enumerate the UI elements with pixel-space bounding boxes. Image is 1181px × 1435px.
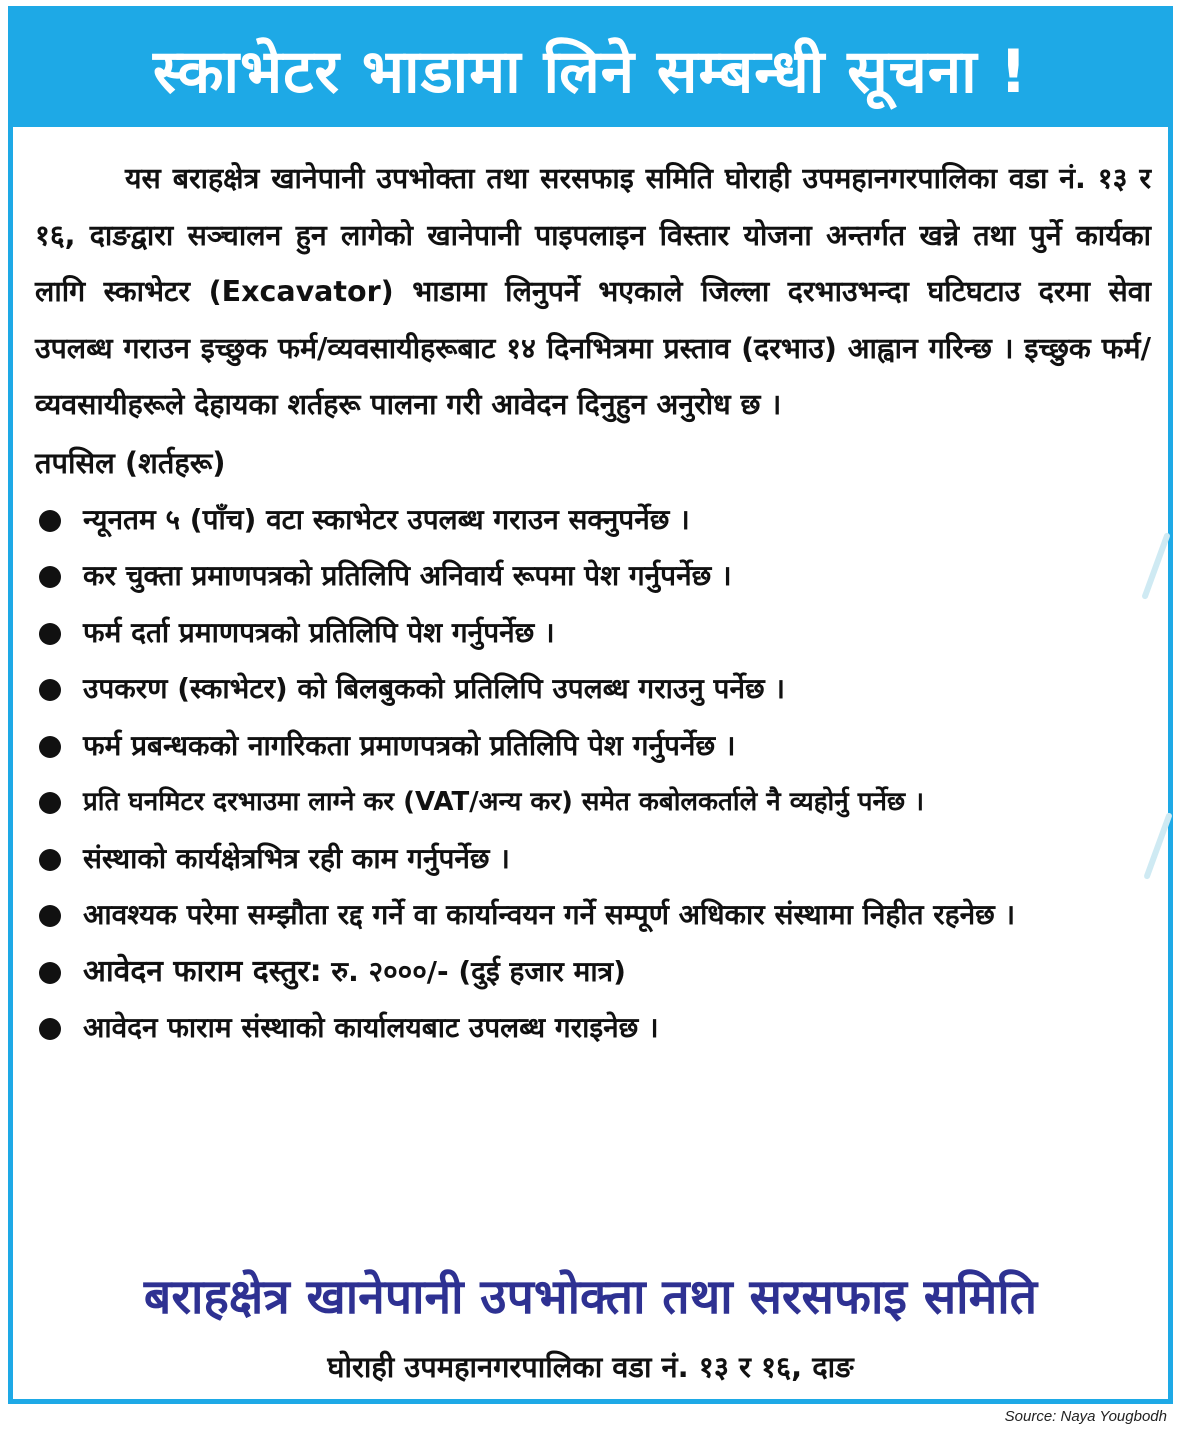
- organization-address: घोराही उपमहानगरपालिका वडा नं. १३ र १६, दाङ: [327, 1350, 854, 1384]
- term-item: [35, 492, 1151, 549]
- bullet-icon: [39, 679, 61, 701]
- fee-value: रु. २०००/- (दुई हजार मात्र): [321, 954, 626, 988]
- term-text: न्यूनतम ५ (पाँच) वटा स्काभेटर उपलब्ध गराउन सक्नुपर्नेछ ।: [83, 502, 690, 536]
- bullet-icon: [39, 962, 61, 984]
- notice-title: स्काभेटर भाडामा लिने सम्बन्धी सूचना !: [153, 37, 1028, 107]
- term-text: आवश्यक परेमा सम्झौता रद्द गर्ने वा कार्यान्वयन गर्ने सम्पूर्ण अधिकार संस्थामा निहीत रहनेछ ।: [83, 898, 1016, 931]
- term-text: कर चुक्ता प्रमाणपत्रको प्रतिलिपि अनिवार्य रूपमा पेश गर्नुपर्नेछ ।: [83, 559, 732, 592]
- term-item: [35, 887, 1151, 944]
- title-banner: [13, 11, 1168, 127]
- form-availability-text: आवेदन फाराम संस्थाको कार्यालयबाट उपलब्ध गराइनेछ ।: [83, 1011, 659, 1044]
- bullet-icon: [39, 566, 61, 588]
- fee-label: आवेदन फाराम दस्तुर:: [83, 953, 322, 989]
- bullet-icon: [39, 623, 61, 645]
- fee-item: [35, 944, 1151, 1001]
- bullet-icon: [39, 905, 61, 927]
- term-item: [35, 774, 1151, 831]
- term-item: [35, 605, 1151, 662]
- term-text: संस्थाको कार्यक्षेत्रभित्र रही काम गर्नुपर्नेछ ।: [83, 841, 510, 875]
- term-item: [35, 831, 1151, 888]
- term-text: फर्म दर्ता प्रमाणपत्रको प्रतिलिपि पेश गर्नुपर्नेछ ।: [83, 615, 555, 649]
- term-text: उपकरण (स्काभेटर) को बिलबुकको प्रतिलिपि उपलब्ध गराउनु पर्नेछ ।: [83, 672, 785, 705]
- term-item: [35, 548, 1151, 605]
- notice-body: [35, 151, 1151, 1057]
- term-text: प्रति घनमिटर दरभाउमा लाग्ने कर (VAT/अन्य कर) समेत कबोलकर्ताले नै व्यहोर्नु पर्नेछ ।: [83, 787, 925, 817]
- notice-frame: [8, 6, 1173, 1404]
- term-text: फर्म प्रबन्धकको नागरिकता प्रमाणपत्रको प्रतिलिपि पेश गर्नुपर्नेछ ।: [83, 728, 736, 762]
- intro-paragraph: यस बराहक्षेत्र खानेपानी उपभोक्ता तथा सरसफाइ समिति घोराही उपमहानगरपालिका वडा नं. १३ र १६, दाङद्वारा सञ्चालन हुन लागेको खानेपानी पाइपलाइन विस्तार योजना अन्तर्गत खन्ने तथा पुर्ने कार्यका लागि स्काभेटर (Excavator) भाडामा लिनुपर्ने भएकाले जिल्ला दरभाउभन्दा घटिघटाउ दरमा सेवा उपलब्ध गराउन इच्छुक फर्म/व्यवसायीहरूबाट १४ दिनभित्रमा प्रस्ताव (दरभाउ) आह्वान गरिन्छ । इच्छुक फर्म/व्यवसायीहरूले देहायका शर्तहरू पालना गरी आवेदन दिनुहुन अनुरोध छ ।: [35, 162, 1151, 421]
- terms-heading: तपसिल (शर्तहरू): [35, 445, 226, 480]
- organization-name: बराहक्षेत्र खानेपानी उपभोक्ता तथा सरसफाइ समिति: [143, 1269, 1038, 1325]
- bullet-icon: [39, 510, 61, 532]
- source-credit: Source: Naya Yougbodh: [1004, 1408, 1167, 1425]
- bullet-icon: [39, 849, 61, 871]
- bullet-icon: [39, 792, 61, 814]
- term-item: [35, 1000, 1151, 1057]
- terms-list: [35, 492, 1151, 1057]
- bullet-icon: [39, 1018, 61, 1040]
- term-item: [35, 718, 1151, 775]
- term-item: [35, 661, 1151, 718]
- bullet-icon: [39, 736, 61, 758]
